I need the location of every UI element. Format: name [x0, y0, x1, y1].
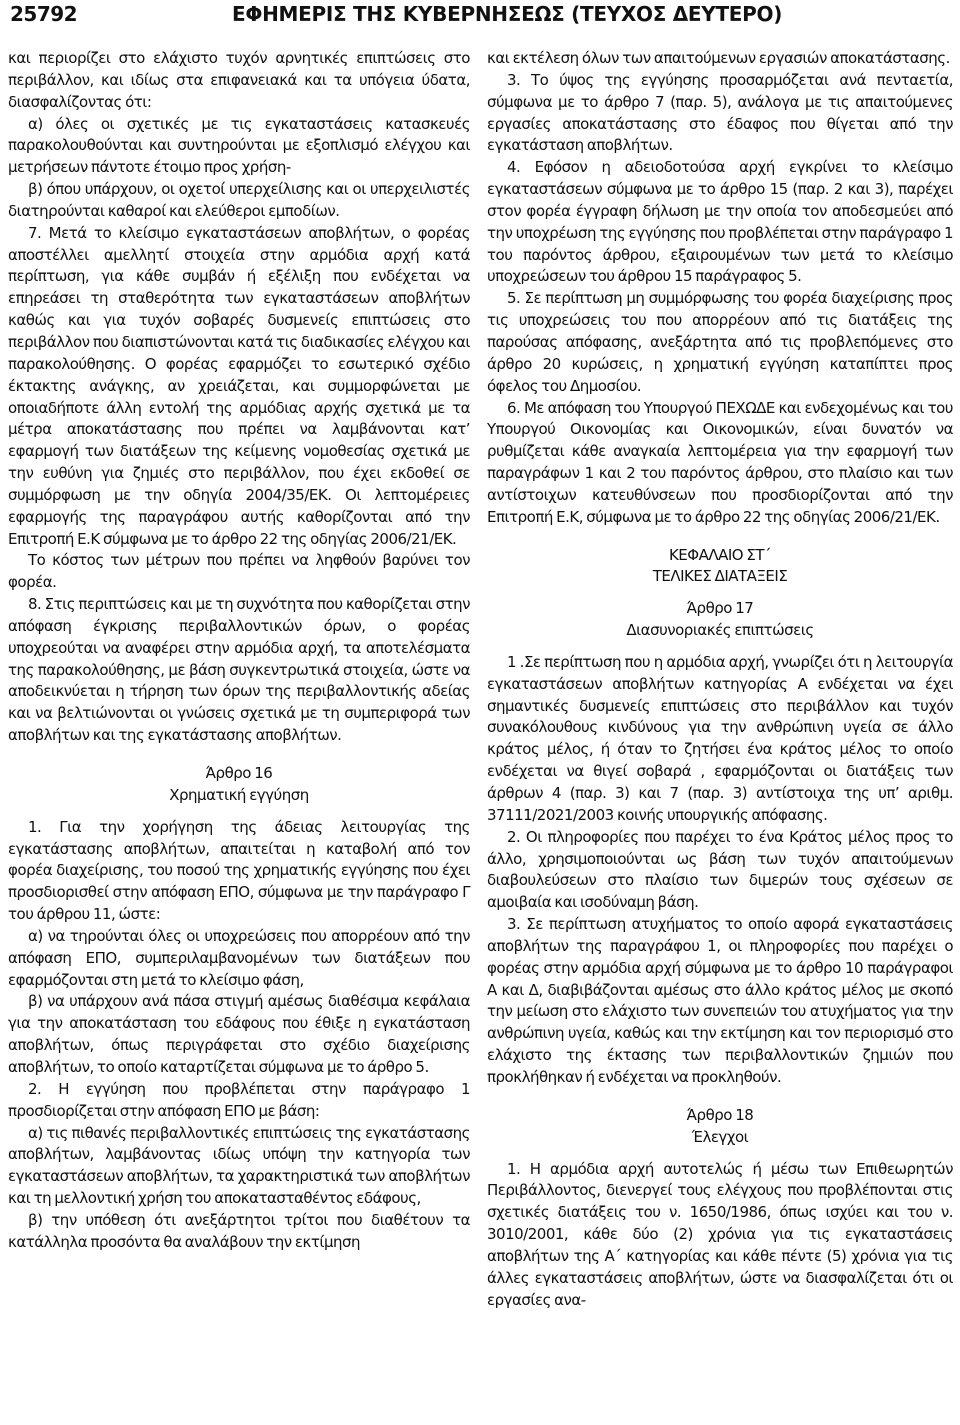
paragraph: 1 .Σε περίπτωση που η αρμόδια αρχή, γνωρίζει ότι η λειτουργία εγκαταστάσεων αποβλήτων κατηγορίας Α ενδέχεται να έχει σημαντικές δυσμενείς επιπτώσεις στο περιβάλλον και τυχόν συνακόλουθους κινδύνους για την ανθρώπινη υγεία σε άλλο κράτος μέλος, ή όταν το ζητήσει ένα κράτος μέλος το οποίο ενδέχεται να θιγεί σοβαρά , εφαρμόζονται οι διατάξεις των άρθρων 4 (παρ. 3) και 7 (παρ. 3) αντίστοιχα της υπ’ αριθμ. 37111/2021/2003 κοινής υπουργικής απόφασης. [487, 652, 953, 824]
page-header [0, 0, 960, 30]
paragraph: 5. Σε περίπτωση μη συμμόρφωσης του φορέα διαχείρισης προς τις υποχρεώσεις του που απορρέουν από τις διατάξεις της παρούσας απόφασης, ανεξάρτητα από τις προβλεπόμενες στο άρθρο 20 κυρώσεις, η χρηματική εγγύηση καταπίπτει προς όφελος του Δημοσίου. [487, 289, 953, 395]
paragraph: 7. Μετά το κλείσιμο εγκαταστάσεων αποβλήτων, ο φορέας αποστέλλει αμελλητί στοιχεία στην αρμόδια αρχή κατά περίπτωση, για κάθε συμβάν ή εξέλιξη που ενδέχεται να επηρεάσει τη σταθερότητα των εγκαταστάσεων αποβλήτων καθώς και για τυχόν σοβαρές δυσμενείς επιπτώσεις στο περιβάλλον που διαπιστώνονται κατά τις διαδικασίες ελέγχου και παρακολούθησης. Ο φορέας εφαρμόζει το εσωτερικό σχέδιο έκτακτης ανάγκης, αν χρειάζεται, και συμμορφώνεται με οποιαδήποτε άλλη εντολή της αρμόδιας αρχής σχετικά με τα μέτρα αποκατάστασης που πρέπει να λαμβάνονται κατ’ εφαρμογή των διατάξεων της κείμενης νομοθεσίας σχετικά με την ευθύνη για ζημιές στο περιβάλλον, που έχει εκδοθεί σε συμμόρφωση με την οδηγία 2004/35/ΕΚ. Οι λεπτομέρειες εφαρμογής της παραγράφου αυτής καθορίζονται από την Επιτροπή Ε.Κ σύμφωνα με το άρθρο 22 της οδηγίας 2006/21/ΕΚ. [8, 223, 470, 548]
paragraph: 2. Η εγγύηση που προβλέπεται στην παράγραφο 1 προσδιορίζεται στην απόφαση ΕΠΟ με βάση: [8, 1079, 470, 1120]
paragraph: και εκτέλεση όλων των απαιτούμενων εργασιών αποκατάστασης. [487, 49, 950, 67]
paragraph: 1. Η αρμόδια αρχή αυτοτελώς ή μέσω των Επιθεωρητών Περιβάλλοντος, διενεργεί τους ελέγχους που προβλέπονται στις σχετικές διατάξεις του ν. 1650/1986, όπως ισχύει και του ν. 3010/2001, κάθε δύο (2) χρόνια για τις εγκαταστάσεις αποβλήτων της Α΄ κατηγορίας και κάθε πέντε (5) χρόνια για τις άλλες εγκαταστάσεις αποβλήτων, ώστε να διασφαλίζεται ότι οι εργασίες ανα- [487, 1159, 953, 1309]
paragraph: β) την υπόθεση ότι ανεξάρτητοι τρίτοι που διαθέτουν τα κατάλληλα προσόντα θα αναλάβουν την εκτίμηση [8, 1210, 470, 1251]
article-18-title: Άρθρο 18 [686, 1105, 754, 1124]
left-column [8, 48, 470, 1254]
paragraph: α) τις πιθανές περιβαλλοντικές επιπτώσεις της εγκατάστασης αποβλήτων, λαμβάνοντας ιδίως υπόψη την κατηγορία των εγκαταστάσεων αποβλήτων, τα χαρακτηριστικά των αποβλήτων και τη μελλοντική χρήση του αποκατασταθέντος εδάφους, [8, 1123, 470, 1208]
article-16-title: Άρθρο 16 [205, 764, 273, 782]
paragraph: και περιορίζει στο ελάχιστο τυχόν αρνητικές επιπτώσεις στο περιβάλλον, και ιδίως στα επιφανειακά και τα υπόγεια ύδατα, διασφαλίζοντας ότι: [8, 49, 470, 111]
paragraph: β) όπου υπάρχουν, οι οχετοί υπερχείλισης και οι υπερχειλιστές διατηρούνται καθαροί και ελεύθεροι εμποδίων. [8, 180, 470, 220]
paragraph: 8. Στις περιπτώσεις και με τη συχνότητα που καθορίζεται στην απόφαση έγκρισης περιβαλλοντικών όρων, ο φορέας υποχρεούται να αναφέρει στην αρμόδια αρχή, τα αποτελέσματα της παρακολούθησης, με βάση συγκεντρωτικά στοιχεία, ώστε να αποδεικνύεται η τήρηση των όρων της περιβαλλοντικής αδείας και να βελτιώνονται οι γνώσεις σχετικά με τη συμπεριφορά των αποβλήτων και της εγκατάστασης αποβλήτων. [8, 595, 470, 745]
paragraph: Το κόστος των μέτρων που πρέπει να ληφθούν βαρύνει τον φορέα. [8, 551, 470, 592]
article-17-title: Άρθρο 17 [686, 599, 754, 618]
paragraph: 3. Σε περίπτωση ατυχήματος το οποίο αφορά εγκαταστάσεις αποβλήτων της παραγράφου 1, οι πληροφορίες που παρέχει ο φορέας στην αρμόδια αρχή σύμφωνα με το άρθρο 10 παράγραφοι Α και Δ, διαβιβάζονται αμέσως στο άλλο κράτος μέλος με σκοπό την μείωση στο ελάχιστο των συνεπειών του ατυχήματος για την ανθρώπινη υγεία, καθώς και την εκτίμηση και τον περιορισμό στο ελάχιστο της έκτασης των περιβαλλοντικών ζημιών που προκλήθηκαν ή ενδέχεται να προκληθούν. [487, 915, 953, 1086]
paragraph: 2. Οι πληροφορίες που παρέχει το ένα Κράτος μέλος προς το άλλο, χρησιμοποιούνται ως βάση των τυχόν απαιτούμενων διαβουλεύσεων στο πλαίσιο των διμερών τους σχέσεων σε αμοιβαία και ισοδύναμη βάση. [487, 827, 953, 912]
chapter-title: ΚΕΦΑΛΑΙΟ ΣΤ΄ [668, 545, 772, 564]
paragraph: 6. Με απόφαση του Υπουργού ΠΕΧΩΔΕ και ενδεχομένως και του Υπουργού Οικονομίας και Οικονομικών, είναι δυνατόν να ρυθμίζεται κάθε αναγκαία λεπτομέρεια για την εφαρμογή των παραγράφων 1 και 2 του παρόντος άρθρου, στο πλαίσιο και των αντίστοιχων κατευθύνσεων που προσδιορίζονται από την Επιτροπή Ε.Κ, σύμφωνα με το άρθρο 22 της οδηγίας 2006/21/ΕΚ. [487, 398, 953, 526]
paragraph: 3. Το ύψος της εγγύησης προσαρμόζεται ανά πενταετία, σύμφωνα με το άρθρο 7 (παρ. 5), ανάλογα με τις απαιτούμενες εργασίες αποκατάστασης στο έδαφος που θίγεται από την εγκατάσταση αποβλήτων. [487, 70, 953, 155]
paragraph: 4. Εφόσον η αδειοδοτούσα αρχή εγκρίνει το κλείσιμο εγκαταστάσεων σύμφωνα με το άρθρο 15 (παρ. 2 και 3), παρέχει στον φορέα έγγραφη δήλωση με την οποία τον αποδεσμεύει από την υποχρέωση της εγγύησης που προβλέπεται στην παράγραφο 1 του παρόντος άρθρου, εξαιρουμένων των μετά το κλείσιμο υποχρεώσεων του άρθρου 15 παράγραφος 5. [487, 158, 953, 286]
article-18-subtitle: Έλεγχοι [691, 1127, 749, 1146]
paragraph: α) να τηρούνται όλες οι υποχρεώσεις που απορρέουν από την απόφαση ΕΠΟ, συμπεριλαμβανομένων των διατάξεων που εφαρμόζονται στη μετά το κλείσιμο φάση, [8, 926, 470, 989]
running-title: ΕΦΗΜΕΡΙΣ ΤΗΣ ΚΥΒΕΡΝΗΣΕΩΣ (ΤΕΥΧΟΣ ΔΕΥΤΕΡΟ) [232, 2, 783, 26]
page-number: 25792 [10, 2, 78, 26]
article-17-subtitle: Διασυνοριακές επιπτώσεις [626, 621, 814, 640]
paragraph: 1. Για την χορήγηση της άδειας λειτουργίας της εγκατάστασης αποβλήτων, απαιτείται η καταβολή από τον φορέα διαχείρισης, του ποσού της χρηματικής εγγύησης που έχει προσδιορισθεί στην απόφαση ΕΠΟ, σύμφωνα με την παράγραφο Γ του άρθρου 11, ώστε: [8, 817, 470, 924]
right-column [487, 48, 953, 1311]
chapter-subtitle: ΤΕΛΙΚΕΣ ΔΙΑΤΑΞΕΙΣ [652, 567, 788, 586]
article-16-subtitle: Χρηματική εγγύηση [169, 785, 309, 804]
paragraph: β) να υπάρχουν ανά πάσα στιγμή αμέσως διαθέσιμα κεφάλαια για την αποκατάσταση του εδάφους που έθιξε η εγκατάσταση αποβλήτων, όπως περιγράφεται στο σχέδιο διαχείρισης αποβλήτων, το οποίο καταρτίζεται σύμφωνα με το άρθρο 5. [8, 992, 470, 1076]
paragraph: α) όλες οι σχετικές με τις εγκαταστάσεις κατασκευές παρακολουθούνται και συντηρούνται με εξοπλισμό ελέγχου και μετρήσεων πάντοτε έτοιμο προς χρήση- [8, 114, 470, 177]
